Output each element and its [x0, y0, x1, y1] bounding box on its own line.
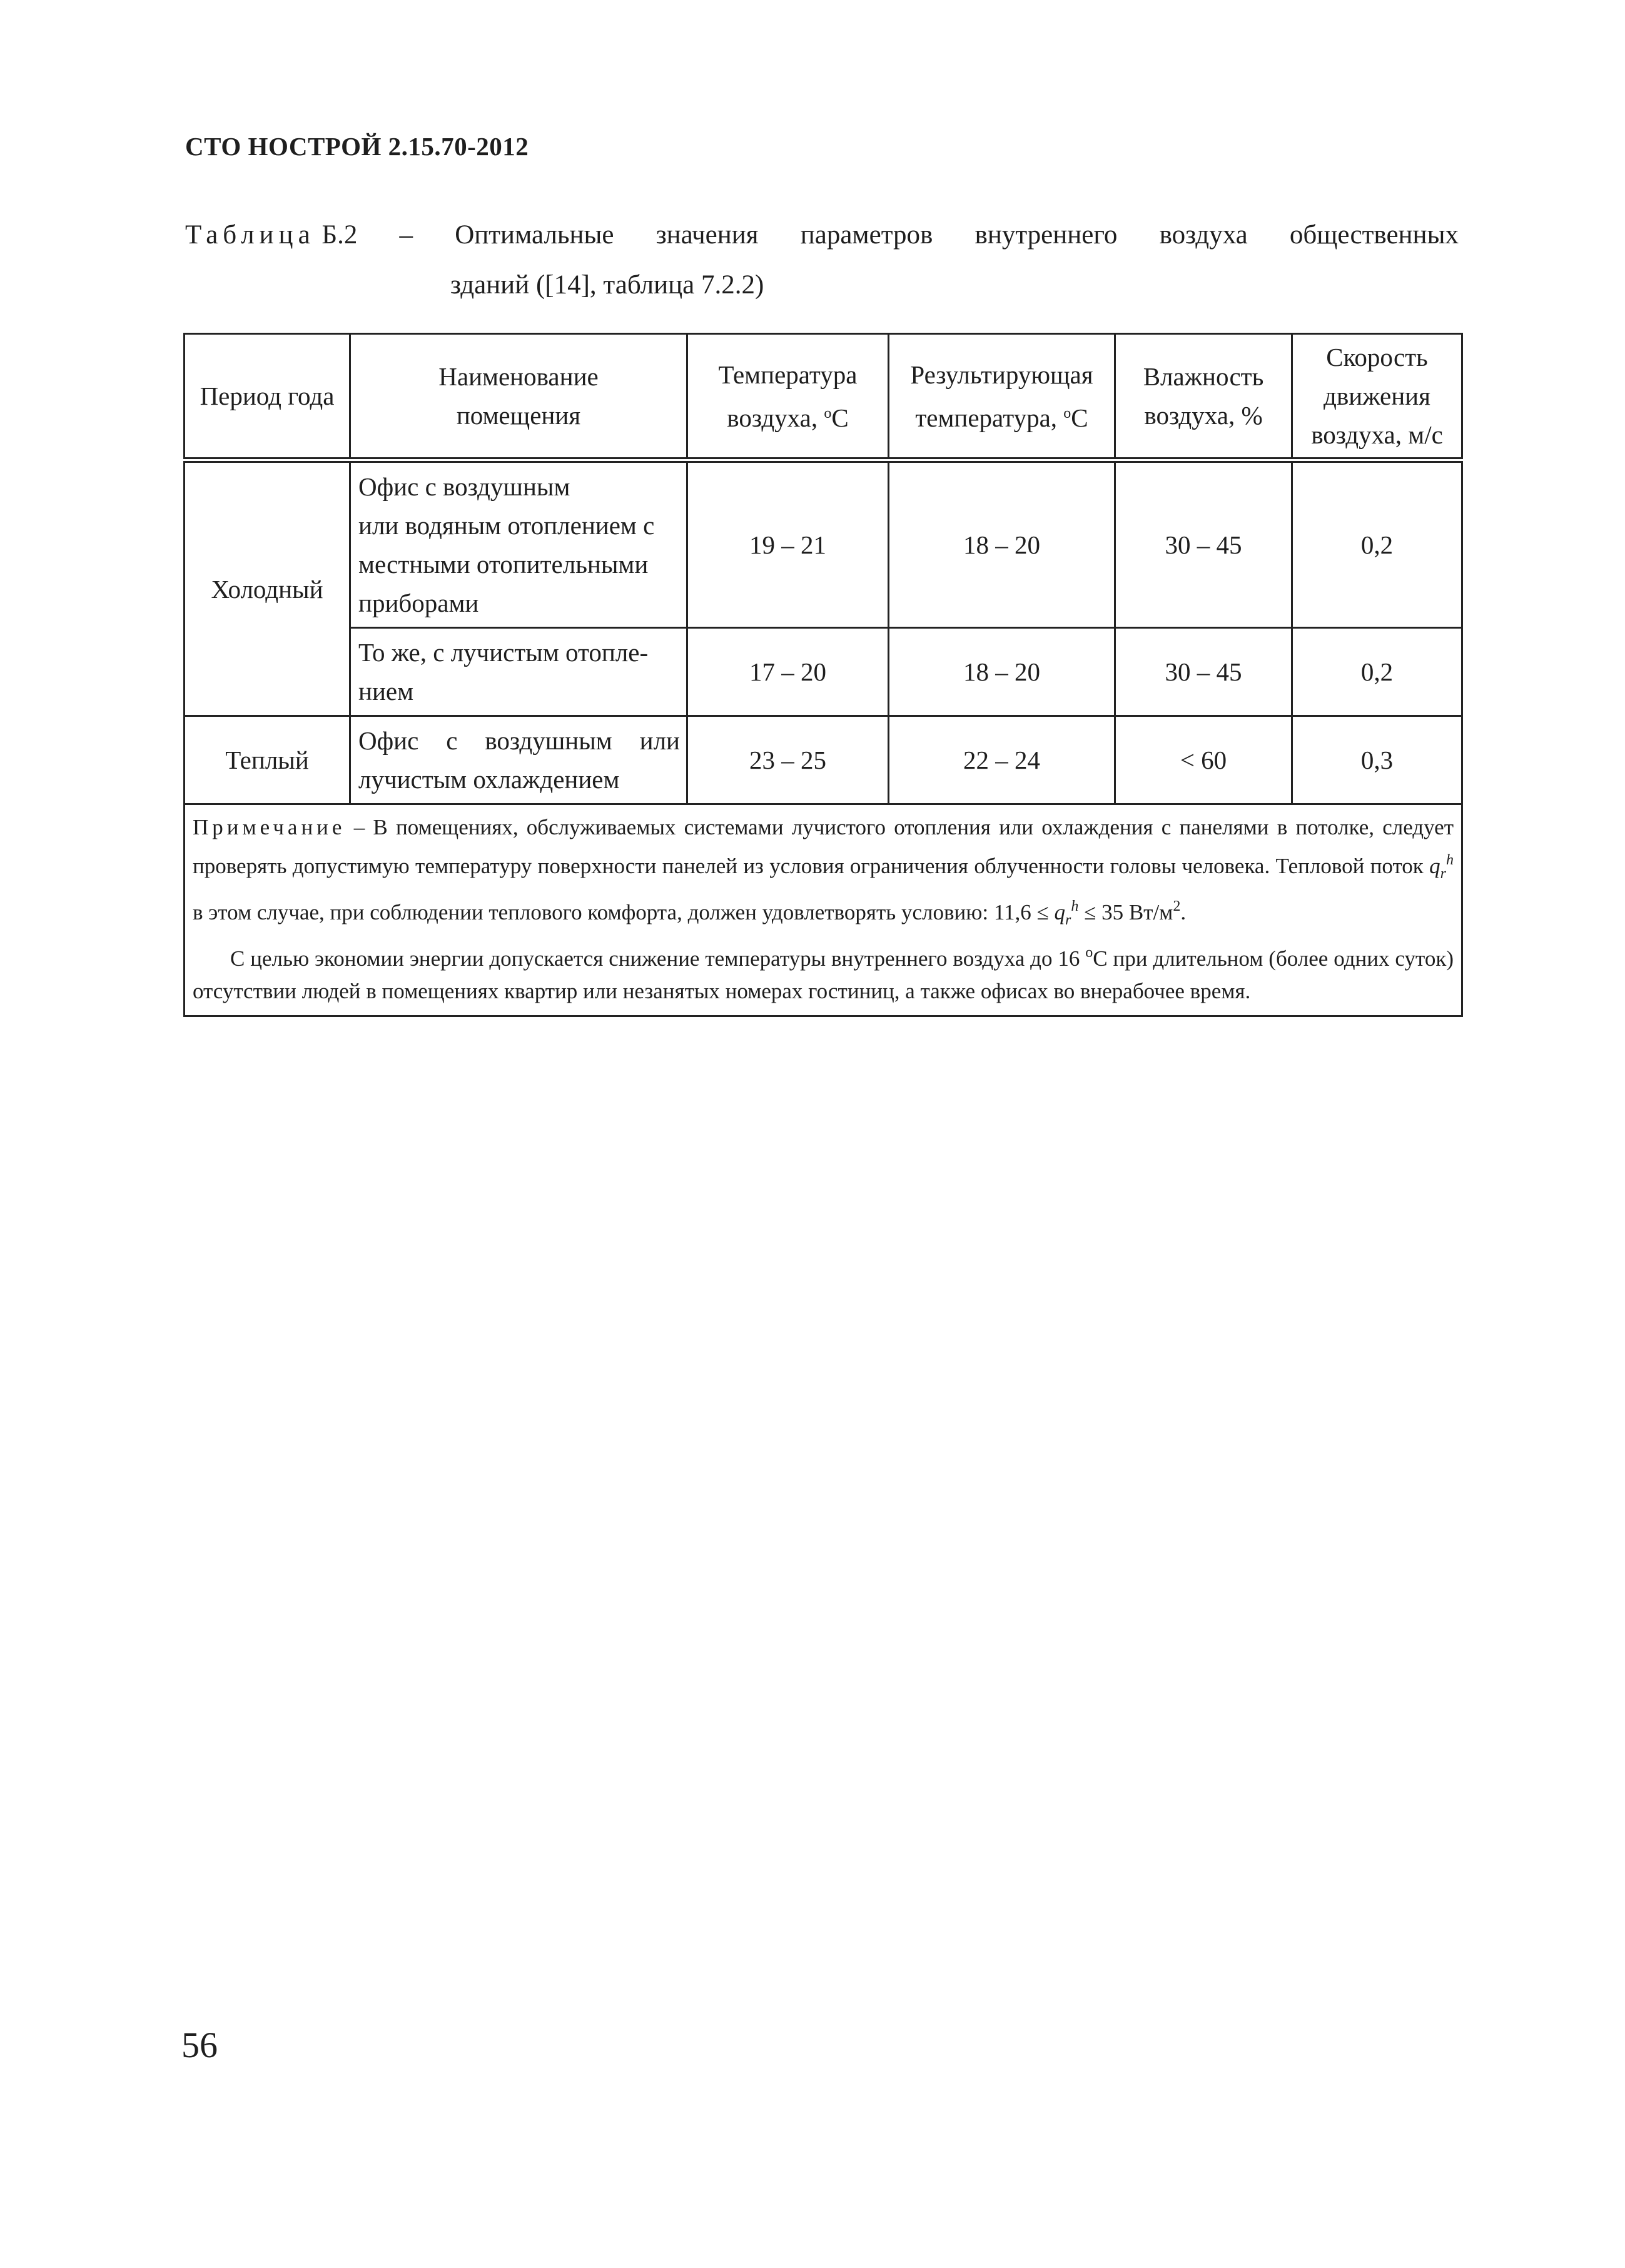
caption-word: внутреннего	[974, 220, 1118, 250]
table-caption	[185, 210, 1459, 310]
cell-air-temp: 19 – 21	[687, 460, 889, 628]
cell-air-speed: 0,3	[1292, 716, 1462, 804]
cell-humidity: 30 – 45	[1115, 460, 1292, 628]
caption-dash: –	[399, 220, 413, 250]
header-humidity: Влажность воздуха, %	[1115, 334, 1292, 460]
table-caption-line-1	[185, 210, 1459, 260]
cell-air-temp: 17 – 20	[687, 628, 889, 716]
caption-word: общественных	[1289, 220, 1459, 250]
document-standard-id: СТО НОСТРОЙ 2.15.70-2012	[185, 132, 529, 161]
page-number: 56	[181, 2025, 218, 2065]
cell-result-temp: 18 – 20	[889, 460, 1115, 628]
cell-air-speed: 0,2	[1292, 460, 1462, 628]
header-room: Наименование помещения	[350, 334, 687, 460]
caption-label: Таблица Б.2	[185, 220, 358, 250]
table-row	[185, 460, 1462, 628]
caption-word: Оптимальные	[455, 220, 614, 250]
table-note: Примечание – В помещениях, обслуживаемых системами лучистого отопления или охлаждения с панелями в потолке, следует проверять допустимую температуру поверхности панелей из условия ограничения облученности головы человека. Тепловой поток $q_r^h$ в этом случае, при соблюдении теплового комфорта, должен удовлетворять условию: $11,6 \le q_r^h \le 35$ $Вт/м^2$. С целью экономии энергии допускается снижение температуры внутреннего воздуха до 16 $^о$С при длительном (более одних суток) отсутствии людей в помещениях квартир или незанятых номерах гостиниц, а также офисах во внерабочее время.	[185, 804, 1462, 1016]
cell-result-temp: 18 – 20	[889, 628, 1115, 716]
cell-humidity: 30 – 45	[1115, 628, 1292, 716]
table-header-row	[185, 334, 1462, 460]
cell-room: Офис с воздушным или водяным отоплением с местными отопительными приборами	[350, 460, 687, 628]
caption-word: значения	[656, 220, 759, 250]
cell-period: Теплый	[185, 716, 350, 804]
cell-period: Холодный	[185, 460, 350, 716]
header-period: Период года	[185, 334, 350, 460]
note-label: Примечание	[193, 815, 346, 839]
cell-room: Офис с воздушным или лучистым охлаждением	[350, 716, 687, 804]
cell-result-temp: 22 – 24	[889, 716, 1115, 804]
header-air-temp: Температура воздуха, $^о$С	[687, 334, 889, 460]
cell-air-temp: 23 – 25	[687, 716, 889, 804]
caption-word: воздуха	[1159, 220, 1248, 250]
caption-word: параметров	[800, 220, 933, 250]
table-caption-line-2: зданий ([14], таблица 7.2.2)	[450, 270, 764, 300]
parameters-table	[183, 333, 1463, 1017]
header-result-temp: Результирующая температура, $^о$С	[889, 334, 1115, 460]
table-row	[185, 716, 1462, 804]
table-note-row	[185, 804, 1462, 1016]
table-row	[185, 628, 1462, 716]
cell-room: То же, с лучистым отопле- нием	[350, 628, 687, 716]
cell-humidity: < 60	[1115, 716, 1292, 804]
header-air-speed: Скорость движения воздуха, м/с	[1292, 334, 1462, 460]
cell-air-speed: 0,2	[1292, 628, 1462, 716]
